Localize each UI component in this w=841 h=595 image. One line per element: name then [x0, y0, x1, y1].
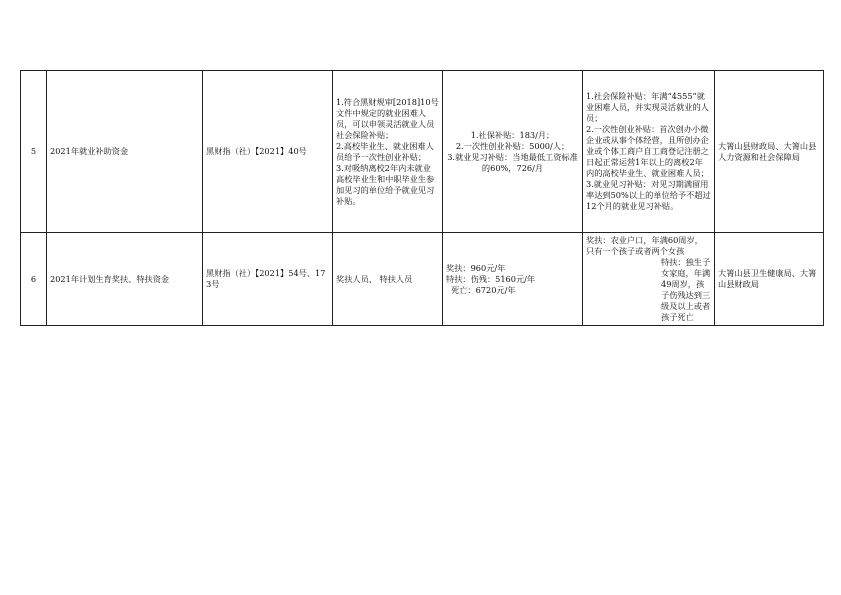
subsidy-standard: [443, 233, 583, 326]
document-number: 黑财指（社）【2021】40号: [203, 71, 333, 233]
responsible-department: 大箐山县卫生健康局、大箐山县财政局: [715, 233, 824, 326]
standard-item: 特扶：伤残：5160元/年: [446, 273, 536, 284]
condition-item: 3.就业见习补贴：对见习期满留用率达到50%以上的单位给予不超过12个月的就业见习补贴。: [586, 179, 711, 211]
condition-item: 特扶：独生子女家庭，年满49周岁，孩子伤残达到三级及以上或者孩子死亡: [661, 257, 711, 322]
target-item: 1.符合黑财规审[2018]10号文件中规定的就业困难人员，可以申领灵活就业人员社会保险补贴；: [336, 96, 439, 140]
table-row: [21, 233, 824, 326]
condition-item: 1.社会保险补贴：年满“4555”就业困难人员，并实现灵活就业的人员；: [586, 91, 709, 123]
policy-table: [20, 70, 824, 326]
responsible-department: 大箐山县财政局、大箐山县人力资源和社会保障局: [715, 71, 824, 233]
fund-name: 2021年计划生育奖扶、特扶资金: [47, 233, 203, 326]
eligibility-conditions: [583, 71, 715, 233]
eligibility-conditions: [583, 233, 715, 326]
row-number: 5: [21, 71, 47, 233]
target-item: 奖扶人员、 特扶人员: [336, 273, 413, 284]
row-number: 6: [21, 233, 47, 326]
standard-item: 死亡：6720元/年: [451, 284, 516, 295]
condition-item: 奖扶：农业户口，年满60周岁，只有一个孩子或者两个女孩: [586, 235, 703, 256]
document-number: 黑财指（社）【2021】54号、173号: [203, 233, 333, 326]
table-row: [21, 71, 824, 233]
target-item: 3.对吸纳离校2年内未就业高校毕业生和中职毕业生参加见习的单位给予就业见习补贴。: [336, 162, 435, 206]
subsidy-standard: [443, 71, 583, 233]
standard-item: 2.一次性创业补贴：5000/人；: [455, 140, 570, 151]
target-groups: [333, 71, 443, 233]
standard-item: 奖扶：960元/年: [446, 262, 506, 273]
standard-item: 3.就业见习补贴：当地最低工资标准的60%，726/月: [447, 151, 578, 173]
standard-item: 1.社保补贴：183/月；: [470, 129, 555, 140]
fund-name: 2021年就业补助资金: [47, 71, 203, 233]
condition-item: 2.一次性创业补贴：首次创办小微企业或从事个体经营，且所创办企业或个体工商户自工商登记注册之日起正常运营1年以上的离校2年内的高校毕业生、就业困难人员；: [586, 124, 709, 178]
target-item: 2.高校毕业生、就业困难人员给予一次性创业补贴；: [336, 140, 434, 162]
target-groups: [333, 233, 443, 326]
